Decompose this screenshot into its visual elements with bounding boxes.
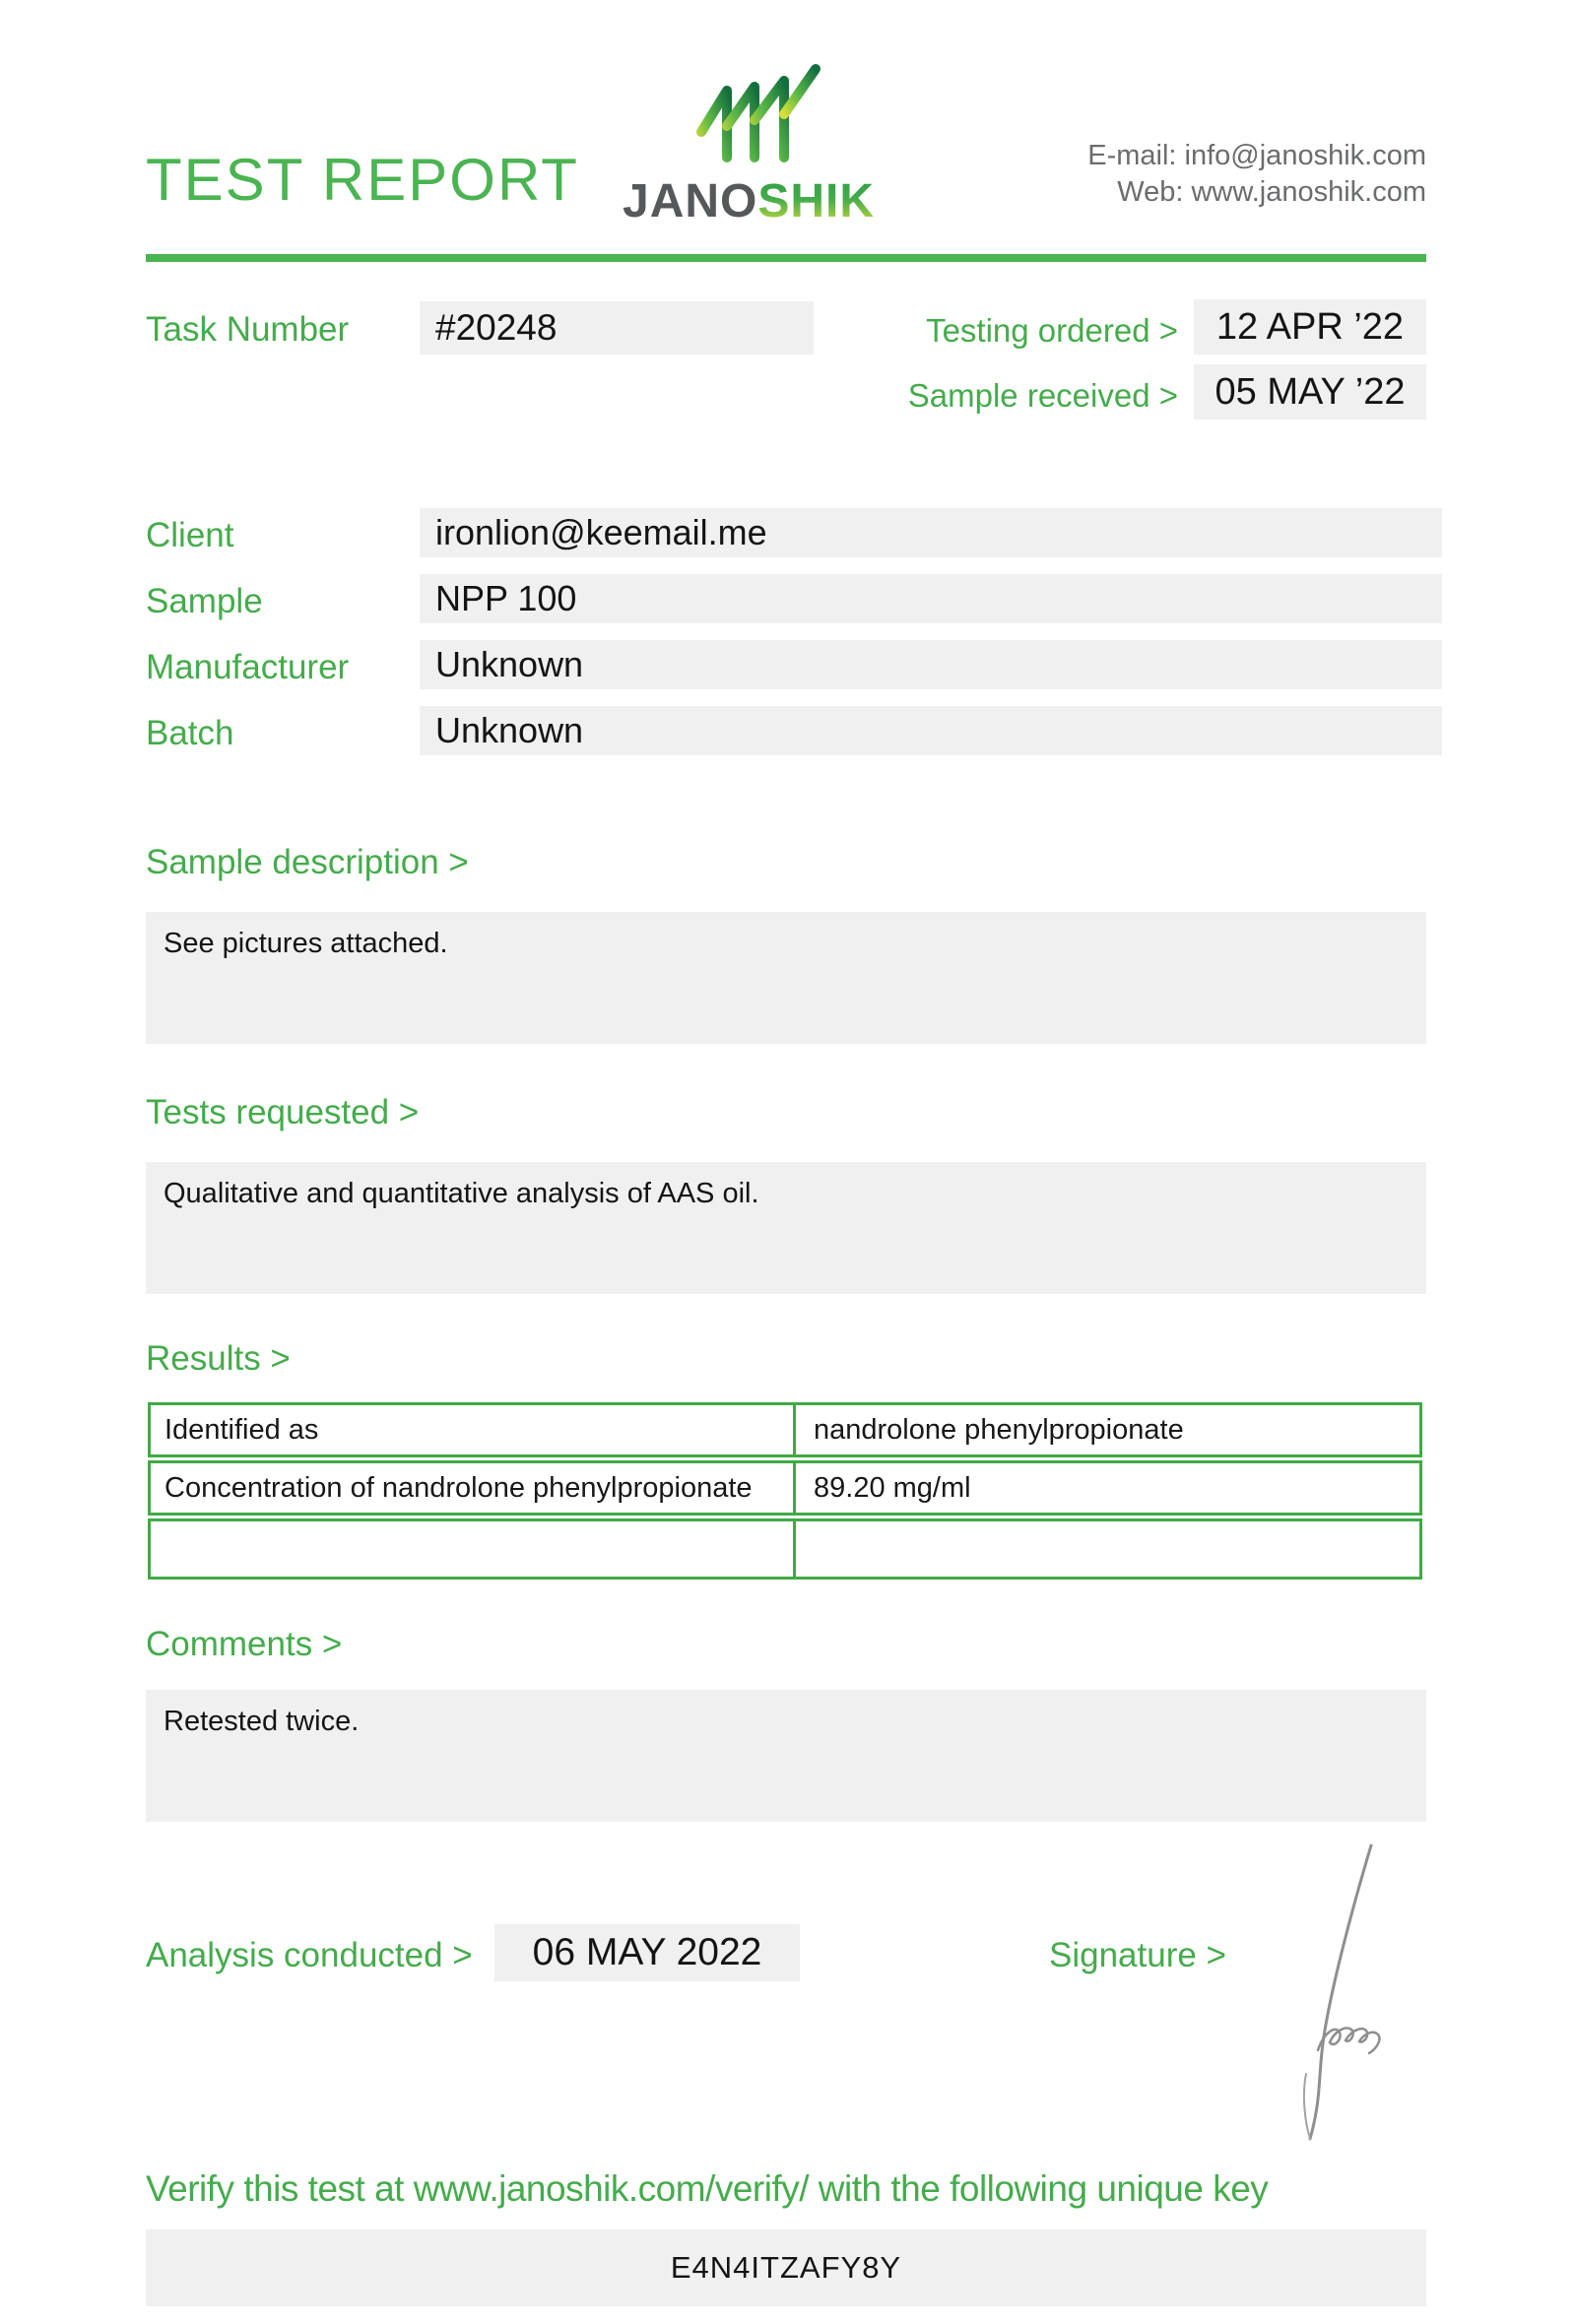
result-row-label: Identified as bbox=[151, 1405, 796, 1454]
testing-ordered-value: 12 APR ’22 bbox=[1194, 299, 1426, 355]
client-label: Client bbox=[146, 516, 234, 554]
sample-description-box: See pictures attached. bbox=[146, 912, 1426, 1044]
web-label: Web: bbox=[1117, 176, 1184, 208]
comments-heading: Comments > bbox=[146, 1625, 343, 1663]
results-heading: Results > bbox=[146, 1339, 291, 1378]
testing-ordered-label: Testing ordered > bbox=[926, 312, 1178, 349]
table-row bbox=[148, 1460, 1422, 1516]
batch-value: Unknown bbox=[420, 706, 1442, 755]
batch-label: Batch bbox=[146, 714, 234, 752]
page-title: TEST REPORT bbox=[146, 147, 579, 213]
tests-requested-heading: Tests requested > bbox=[146, 1093, 420, 1131]
contact-email-line bbox=[1087, 138, 1426, 174]
table-row bbox=[148, 1402, 1422, 1457]
results-table bbox=[148, 1402, 1422, 1580]
analysis-conducted-date: 06 MAY 2022 bbox=[494, 1924, 800, 1981]
logo-wordmark bbox=[623, 175, 875, 227]
table-row bbox=[148, 1518, 1422, 1580]
email-label: E-mail: bbox=[1087, 140, 1177, 171]
unique-key-value: E4N4ITZAFY8Y bbox=[146, 2229, 1426, 2306]
header-divider bbox=[146, 254, 1426, 262]
analysis-conducted-label: Analysis conducted > bbox=[146, 1936, 473, 1974]
sample-received-label: Sample received > bbox=[907, 377, 1178, 414]
result-row-value: nandrolone phenylpropionate bbox=[814, 1413, 1184, 1446]
result-row-value: 89.20 mg/ml bbox=[814, 1471, 971, 1504]
task-number-value: #20248 bbox=[420, 301, 814, 355]
comments-box: Retested twice. bbox=[146, 1690, 1426, 1822]
sample-received-value: 05 MAY ’22 bbox=[1194, 364, 1426, 420]
email-value: info@janoshik.com bbox=[1184, 140, 1426, 171]
client-value: ironlion@keemail.me bbox=[420, 508, 1442, 557]
tests-requested-box: Qualitative and quantitative analysis of AAS oil. bbox=[146, 1162, 1426, 1294]
contact-block bbox=[1087, 138, 1426, 211]
manufacturer-label: Manufacturer bbox=[146, 648, 350, 686]
sample-description-heading: Sample description > bbox=[146, 843, 469, 881]
logo-text-shik: SHIK bbox=[757, 175, 876, 227]
result-row-value bbox=[796, 1521, 1419, 1577]
result-row-label: Concentration of nandrolone phenylpropionate bbox=[151, 1463, 796, 1513]
sample-label: Sample bbox=[146, 582, 263, 620]
sample-value: NPP 100 bbox=[420, 574, 1442, 623]
handwritten-signature-icon bbox=[1253, 1840, 1407, 2147]
task-number-label: Task Number bbox=[146, 310, 350, 349]
verify-instruction: Verify this test at www.janoshik.com/verify/ with the following unique key bbox=[146, 2168, 1269, 2209]
manufacturer-value: Unknown bbox=[420, 640, 1442, 689]
growth-chart-icon bbox=[701, 69, 816, 158]
signature-label: Signature > bbox=[1049, 1936, 1226, 1974]
contact-web-line bbox=[1087, 174, 1426, 211]
janoshik-logo bbox=[611, 57, 916, 229]
web-value: www.janoshik.com bbox=[1191, 176, 1426, 208]
logo-text-jano: JANO bbox=[623, 175, 758, 227]
result-row-label bbox=[151, 1521, 796, 1577]
